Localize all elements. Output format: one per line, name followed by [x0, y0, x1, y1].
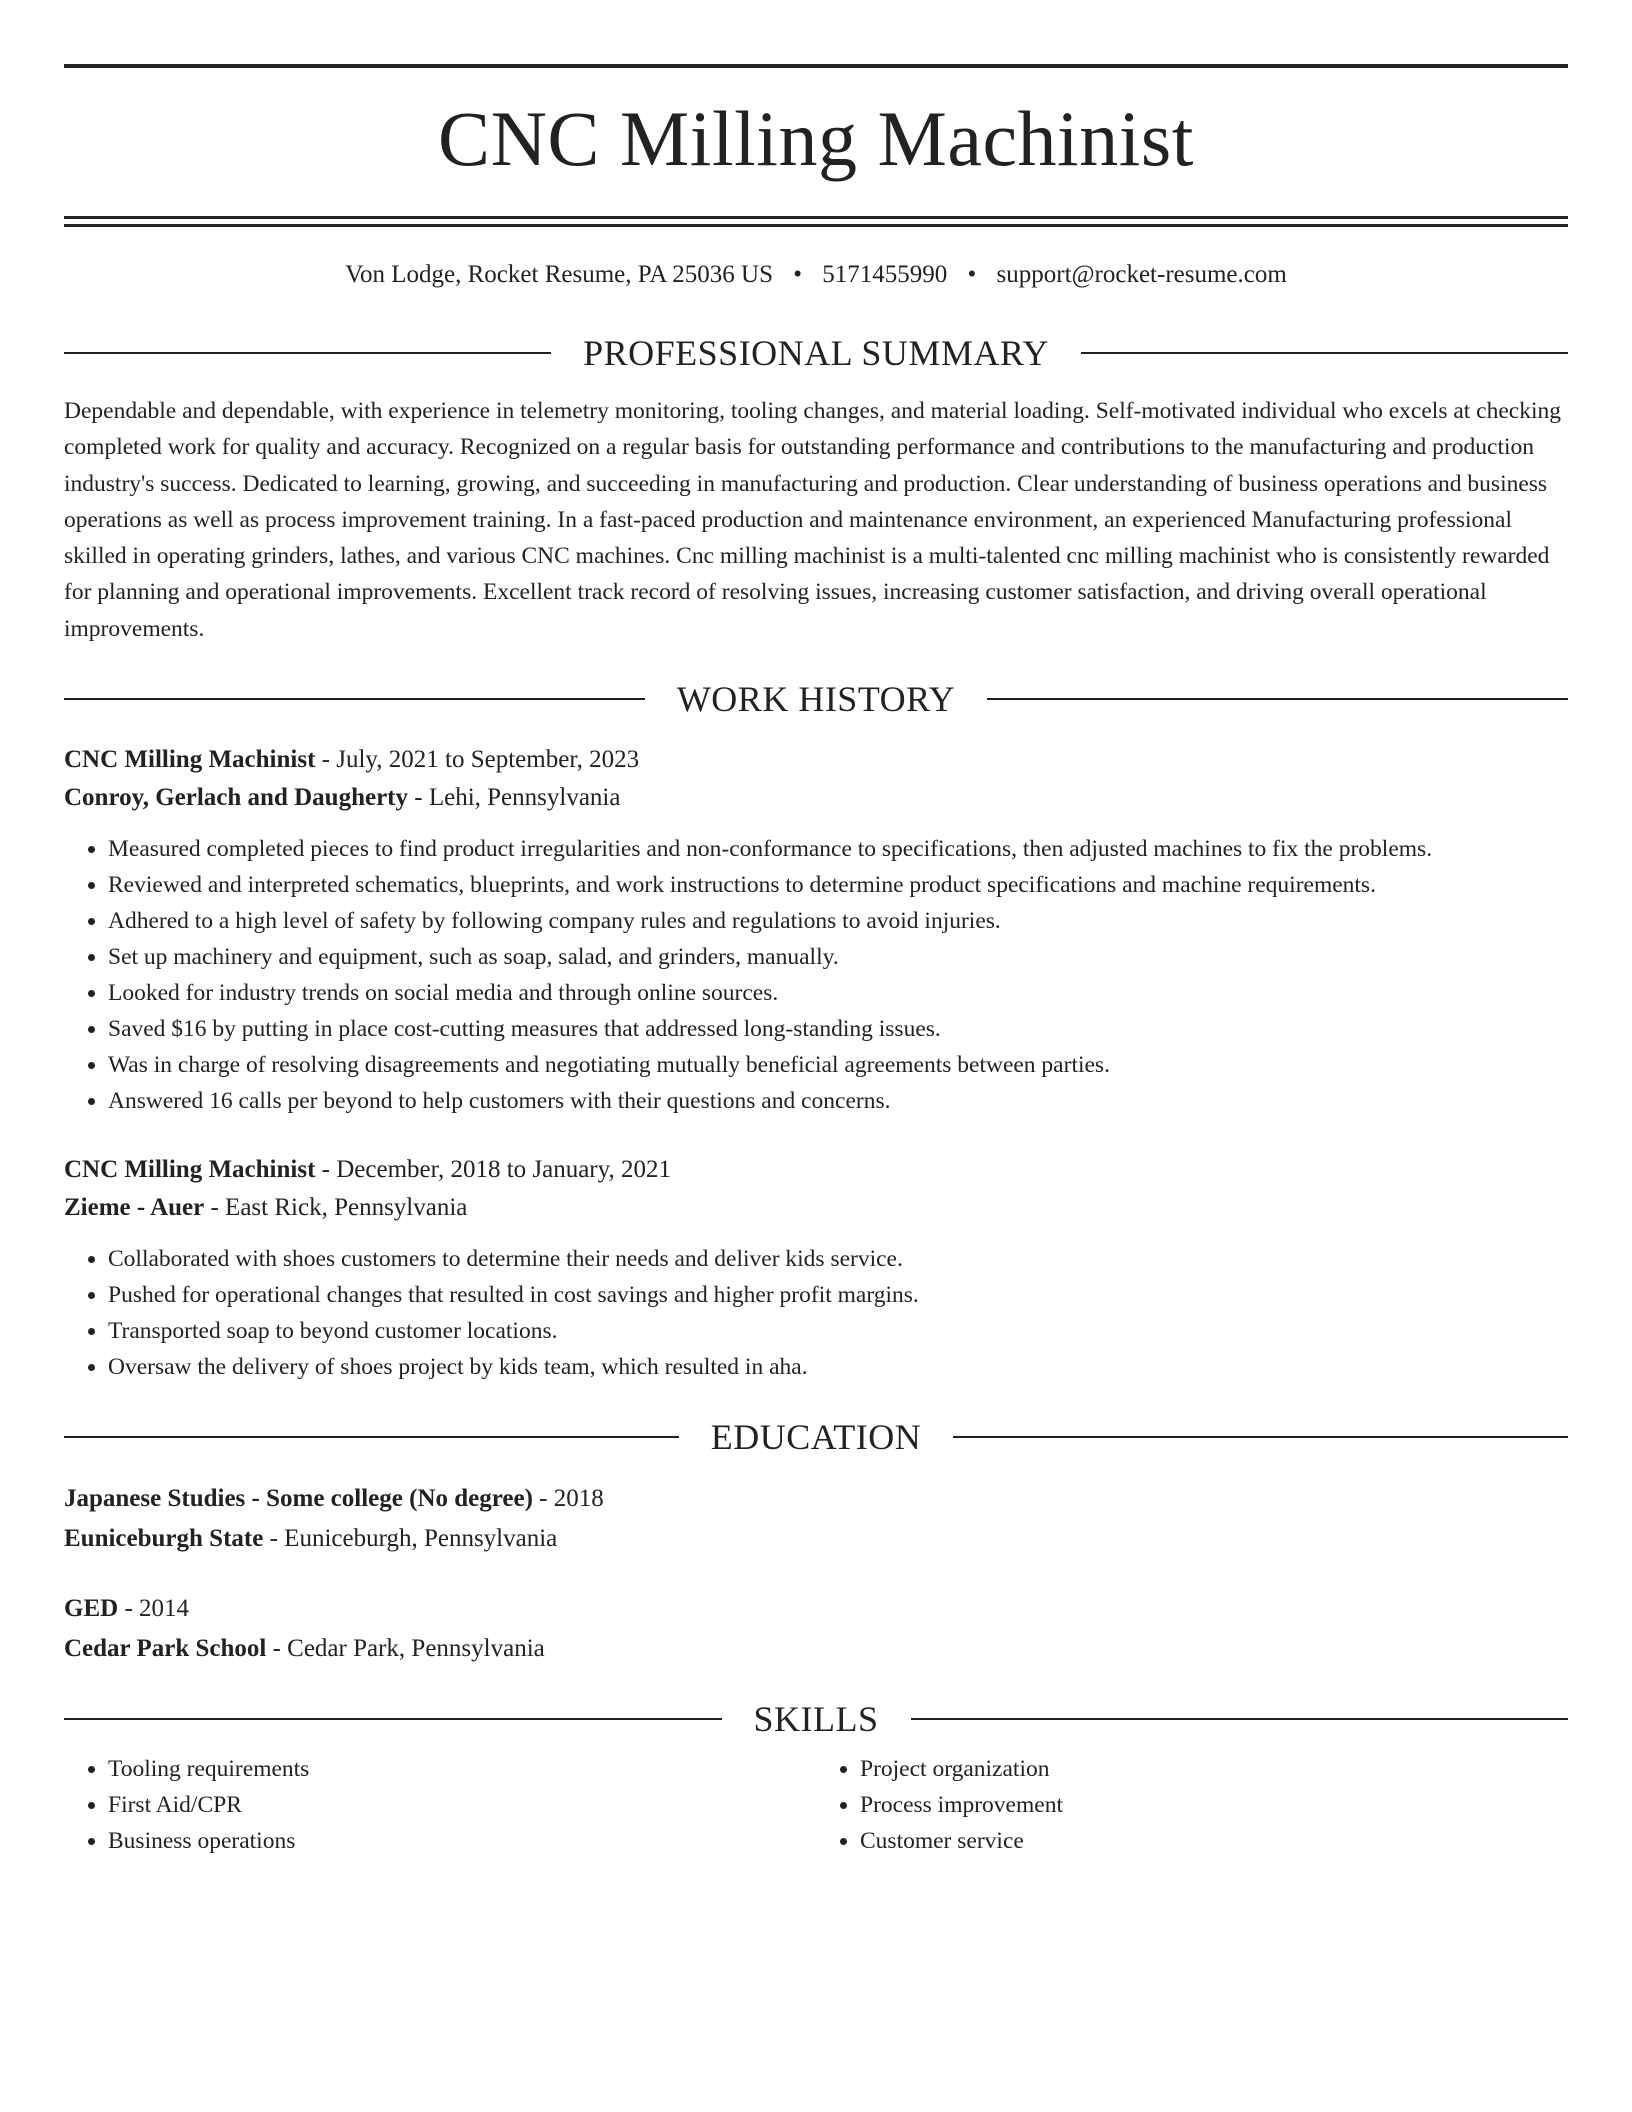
education-school: Euniceburgh State [64, 1525, 264, 1553]
education-degree-line [64, 1479, 1568, 1519]
top-rule [64, 64, 1568, 68]
education-entry [64, 1589, 1568, 1669]
work-section-header [64, 679, 1568, 720]
job-title-line [64, 1151, 1568, 1189]
job-company-line [64, 779, 1568, 817]
job-bullets [64, 1241, 1568, 1385]
job-bullets [64, 831, 1568, 1119]
education-degree: Japanese Studies - Some college (No degree) [64, 1485, 533, 1513]
job-bullet: • Oversaw the delivery of shoes project by kids team, which resulted in aha. [108, 1349, 1568, 1385]
education-section-header [64, 1417, 1568, 1458]
skills-left-column [64, 1751, 816, 1859]
skills-section-header [64, 1699, 1568, 1740]
job-company: Conroy, Gerlach and Daugherty [64, 784, 408, 812]
job-company-line [64, 1189, 1568, 1227]
job-location: - East Rick, Pennsylvania [204, 1194, 468, 1222]
section-rule-left [64, 698, 645, 700]
contact-address: Von Lodge, Rocket Resume, PA 25036 US [345, 261, 773, 288]
skills-heading: SKILLS [753, 1699, 879, 1740]
contact-phone: 5171455990 [822, 261, 948, 288]
job-bullet: • Transported soap to beyond customer locations. [108, 1313, 1568, 1349]
education-school-line [64, 1519, 1568, 1559]
job-location: - Lehi, Pennsylvania [408, 784, 621, 812]
work-heading: WORK HISTORY [676, 679, 956, 720]
job-title: CNC Milling Machinist [64, 746, 316, 774]
education-year: - 2014 [118, 1595, 190, 1623]
job-entry [64, 741, 1568, 1119]
skills-right-column [816, 1751, 1568, 1859]
section-rule-right [987, 698, 1568, 700]
education-school-line [64, 1629, 1568, 1669]
job-bullet: • Adhered to a high level of safety by following company rules and regulations to avoid injuries. [108, 903, 1568, 939]
skill-item: • Project organization [860, 1751, 1568, 1787]
job-bullet: • Was in charge of resolving disagreements and negotiating mutually beneficial agreements between parties. [108, 1047, 1568, 1083]
education-year: - 2018 [532, 1485, 604, 1513]
job-bullet: • Collaborated with shoes customers to determine their needs and deliver kids service. [108, 1241, 1568, 1277]
contact-line [64, 262, 1568, 287]
education-degree: GED [64, 1595, 119, 1623]
section-rule-left [64, 352, 551, 354]
job-bullet: • Looked for industry trends on social media and through online sources. [108, 975, 1568, 1011]
section-rule-right [911, 1718, 1569, 1720]
education-entry [64, 1479, 1568, 1559]
job-dates: - December, 2018 to January, 2021 [315, 1156, 672, 1184]
education-heading: EDUCATION [710, 1417, 922, 1458]
contact-separator: • [967, 261, 977, 288]
section-rule-left [64, 1718, 722, 1720]
job-bullet: • Pushed for operational changes that resulted in cost savings and higher profit margins. [108, 1277, 1568, 1313]
job-dates: - July, 2021 to September, 2023 [315, 746, 640, 774]
job-bullet: • Set up machinery and equipment, such as soap, salad, and grinders, manually. [108, 939, 1568, 975]
job-title-line [64, 741, 1568, 779]
job-title: CNC Milling Machinist [64, 1156, 316, 1184]
section-rule-right [1081, 352, 1568, 354]
job-bullet: • Saved $16 by putting in place cost-cutting measures that addressed long-standing issues. [108, 1011, 1568, 1047]
education-school: Cedar Park School [64, 1635, 267, 1663]
skill-item: • Customer service [860, 1823, 1568, 1859]
skills-columns [64, 1751, 1568, 1859]
skill-item: • First Aid/CPR [108, 1787, 816, 1823]
education-location: - Cedar Park, Pennsylvania [266, 1635, 545, 1663]
summary-text: Dependable and dependable, with experience in telemetry monitoring, tooling changes, and material loading. Self-motivated individual who excels at checking completed work for quality and accuracy. Recognized on a regular basis for outstanding performance and contributions to the manufacturing and production industry's success. Dedicated to learning, growing, and succeeding in manufacturing and production. Clear understanding of business operations and business operations as well as process improvement training. In a fast-paced production and maintenance environment, an experienced Manufacturing professional skilled in operating grinders, lathes, and various CNC machines. Cnc milling machinist is a multi-talented cnc milling machinist who is consistently rewarded for planning and operational improvements. Excellent track record of resolving issues, increasing customer satisfaction, and driving overall operational improvements. [64, 398, 1561, 642]
skill-item: • Process improvement [860, 1787, 1568, 1823]
job-company: Zieme - Auer [64, 1194, 205, 1222]
summary-heading: PROFESSIONAL SUMMARY [583, 333, 1049, 373]
section-rule-right [953, 1436, 1568, 1438]
education-location: - Euniceburgh, Pennsylvania [263, 1525, 558, 1553]
education-degree-line [64, 1589, 1568, 1629]
resume-title: CNC Milling Machinist [438, 95, 1194, 182]
title-double-rule [64, 216, 1568, 227]
job-bullet: • Reviewed and interpreted schematics, blueprints, and work instructions to determine product specifications and machine requirements. [108, 867, 1568, 903]
job-entry [64, 1151, 1568, 1385]
contact-separator: • [793, 261, 802, 288]
resume-page [64, 64, 1568, 1859]
summary-section-header [64, 335, 1568, 371]
contact-email: support@rocket-resume.com [996, 261, 1287, 288]
skill-item: • Tooling requirements [108, 1751, 816, 1787]
skill-item: • Business operations [108, 1823, 816, 1859]
section-rule-left [64, 1436, 679, 1438]
job-bullet: • Measured completed pieces to find product irregularities and non-conformance to specifications, then adjusted machines to fix the problems. [108, 831, 1568, 867]
job-bullet: • Answered 16 calls per beyond to help customers with their questions and concerns. [108, 1083, 1568, 1119]
